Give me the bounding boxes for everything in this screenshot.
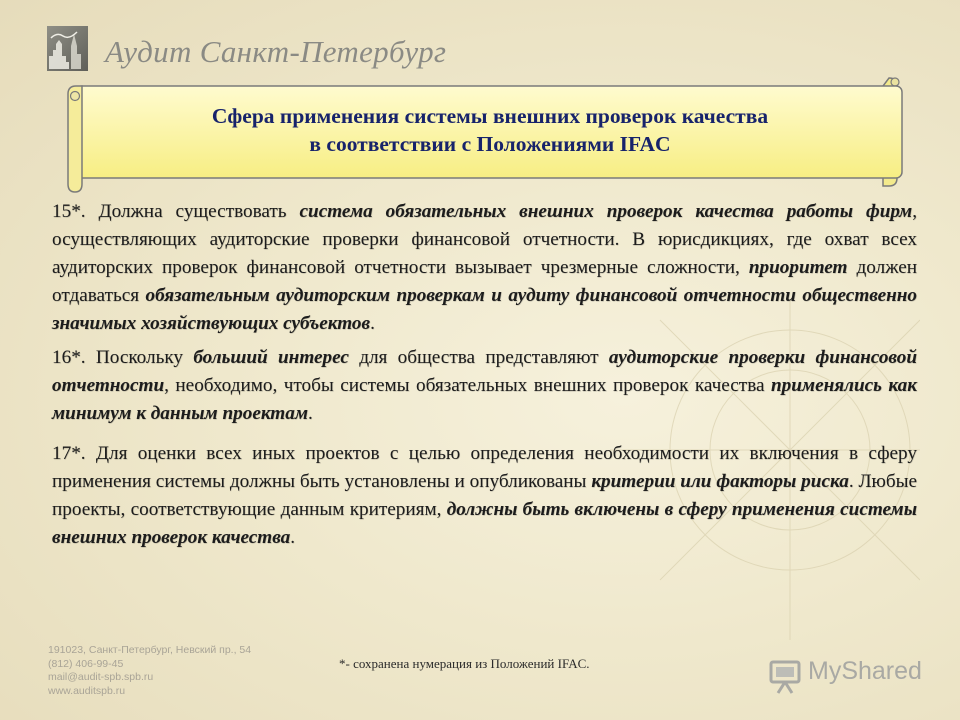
p17-text-1: 17*. Для оценки всех иных проектов с целью определения необходимости их включения в сферу применения системы должны быть установлены и опубликованы: [52, 443, 917, 492]
presentation-board-icon: [768, 657, 804, 695]
p15-emphasis-1: система обязательных внешних проверок качества работы фирм: [299, 201, 913, 222]
p17-emphasis-2: должны быть включены в сферу применения системы внешних проверок качества: [52, 499, 918, 548]
footer-contacts: [48, 644, 251, 698]
p15-emphasis-3: обязательным аудиторским проверкам и аудиту финансовой отчетности общественно значимых хозяйствующих субъектов: [52, 285, 917, 334]
p16-emphasis-3: применялись как минимум к данным проектам: [52, 375, 917, 424]
p15-emphasis-2: приоритет: [748, 257, 848, 278]
p16-emphasis-1: больший интерес: [193, 347, 349, 368]
myshared-watermark: [768, 655, 938, 695]
footer-address: 191023, Санкт-Петербург, Невский пр., 54: [48, 644, 252, 656]
paragraph-16: [52, 344, 917, 428]
footer-phone: (812) 406-99-45: [48, 657, 124, 670]
paragraph-15: [52, 198, 917, 338]
company-logo: [47, 26, 88, 71]
p15-text-1: 15*. Должна существовать: [52, 201, 300, 222]
p16-text-4: .: [307, 403, 313, 424]
myshared-text: MyShared: [808, 657, 922, 685]
p17-text-2: . Любые проекты, соответствующие данным критериям,: [52, 471, 917, 520]
banner-title-line2: в соответствии с Положениями IFAC: [309, 132, 671, 156]
p15-text-4: .: [370, 313, 375, 334]
p15-text-3: должен отдаваться: [52, 257, 917, 306]
brand-name: Аудит Санкт-Петербург: [105, 34, 447, 69]
p16-text-1: 16*. Поскольку: [52, 347, 194, 368]
p16-text-3: , необходимо, чтобы системы обязательных внешних проверок качества: [164, 375, 771, 396]
footnote: *- сохранена нумерация из Положений IFAC.: [339, 656, 590, 671]
p16-emphasis-2: аудиторские проверки финансовой отчетности: [52, 347, 917, 396]
footer-email: mail@audit-spb.spb.ru: [48, 671, 154, 683]
p16-text-2: для общества представляют: [348, 347, 609, 368]
city-skyline-icon: [47, 26, 88, 71]
banner-title: [80, 102, 900, 158]
paragraph-17: [52, 440, 917, 552]
p15-text-2: , осуществляющих аудиторские проверки финансовой отчетности. В юрисдикциях, где охват всех аудиторских проверок финансовой отчетности вызывает чрезмерные сложности,: [52, 201, 917, 278]
p17-emphasis-1: критерии или факторы риска: [591, 471, 849, 492]
main-content: [52, 198, 917, 552]
p17-text-3: .: [290, 527, 296, 548]
banner-title-line1: Сфера применения системы внешних проверок качества: [211, 104, 769, 128]
footer-website: www.auditspb.ru: [48, 684, 126, 697]
